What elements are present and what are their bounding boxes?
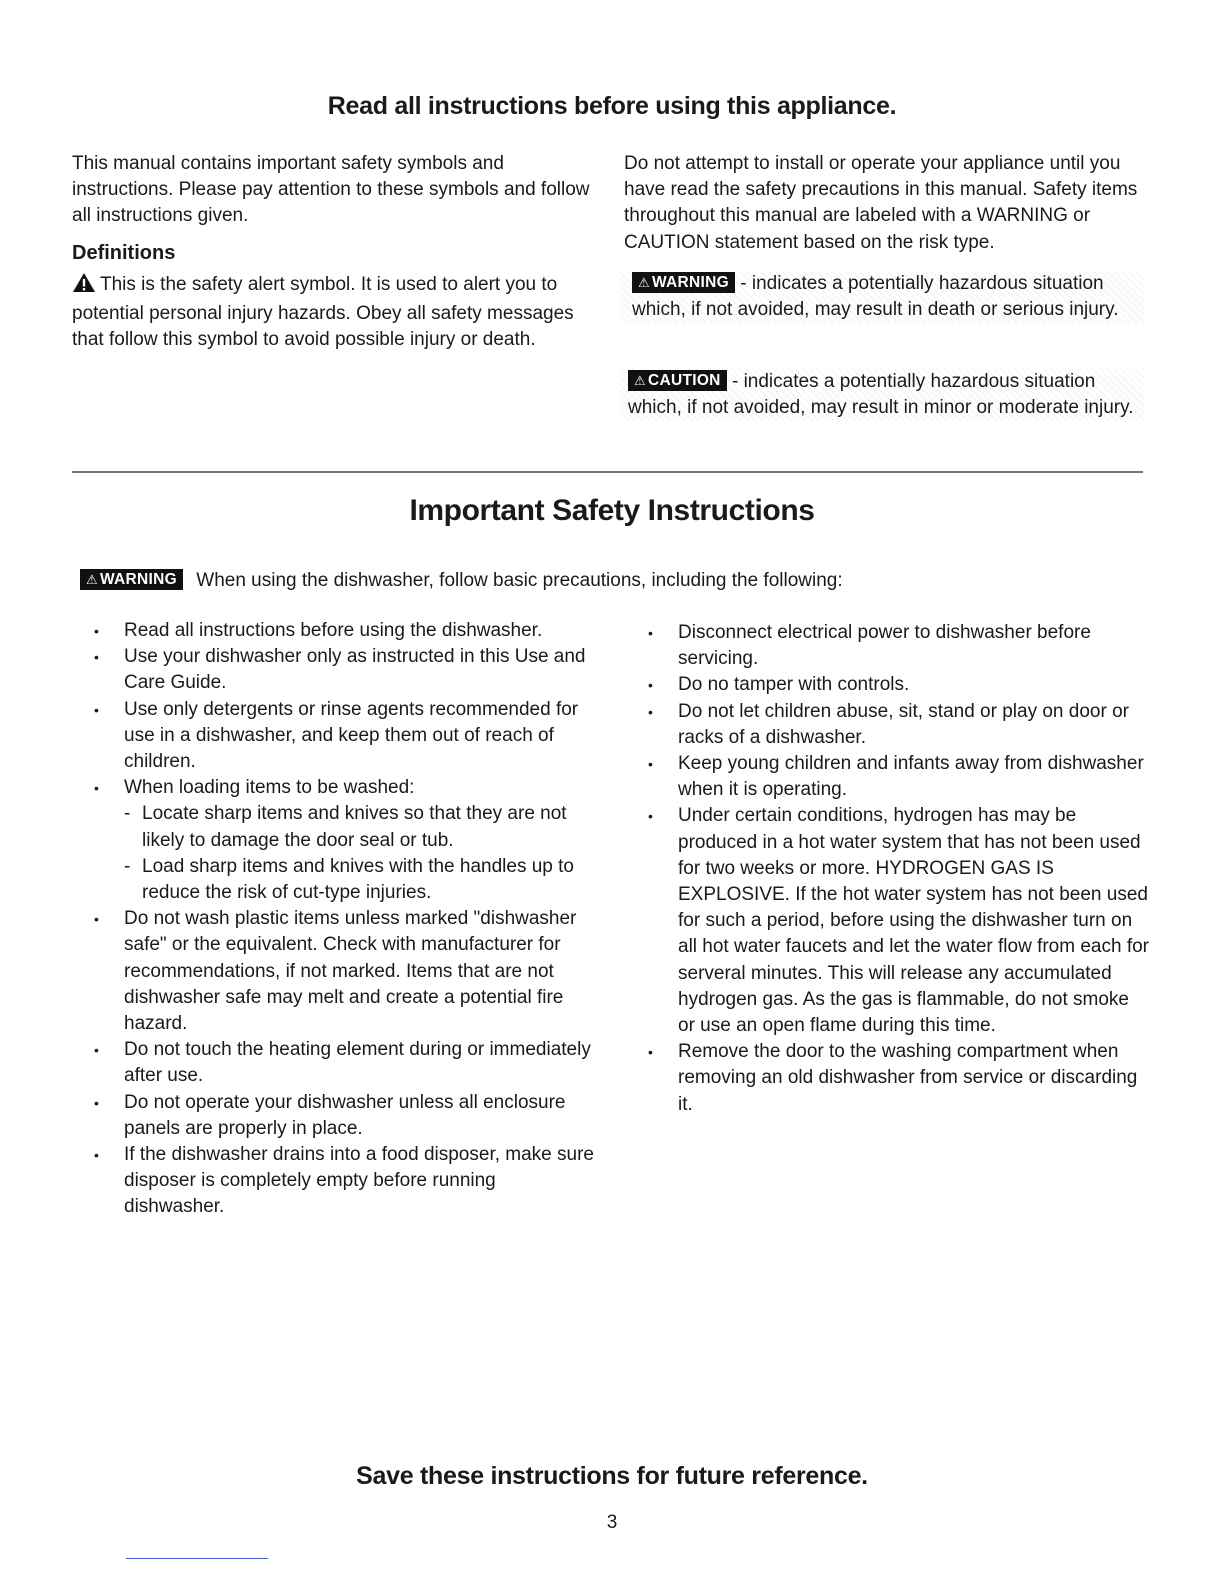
list-item: • Under certain conditions, hydrogen has may be produced in a hot water system that has not been used for two weeks or more. HYDROGEN GAS IS EXPLOSIVE. If the hot water system has not been used for such a period, before using the dishwasher turn on all hot water faucets and let the water flow from each for serveral minutes. This will release any accumulated hydrogen gas. As the gas is flammable, do not smoke or use an open flame during this time. <box>626 803 1151 1039</box>
warning-signal-word: ⚠ WARNING <box>80 569 183 590</box>
sub-list-item: - Load sharp items and knives with the handles up to reduce the risk of cut-type injuries. <box>124 854 597 906</box>
list-item: • Do no tamper with controls. <box>626 672 1151 698</box>
warning-definition <box>620 271 1145 323</box>
intro-left-column <box>72 151 600 353</box>
warning-definition-text: - indicates a potentially hazardous situation which, if not avoided, may result in death or serious injury. <box>632 273 1119 320</box>
safety-intro-text: When using the dishwasher, follow basic precautions, including the following: <box>196 570 843 591</box>
loading-sub-list <box>124 801 597 906</box>
list-item: • Read all instructions before using the dishwasher. <box>72 618 597 644</box>
list-item: • If the dishwasher drains into a food disposer, make sure disposer is completely empty before running dishwasher. <box>72 1142 597 1221</box>
alert-definition <box>72 272 600 354</box>
list-item: • Do not wash plastic items unless marked "dishwasher safe" or the equivalent. Check with manufacturer for recommendations, if not marked. Items that are not dishwasher safe may melt and create a potential fire hazard. <box>72 906 597 1037</box>
safety-intro <box>80 569 843 592</box>
caution-signal-word: ⚠ CAUTION <box>628 370 727 391</box>
list-item: • Do not let children abuse, sit, stand or play on door or racks of a dishwasher. <box>626 699 1151 751</box>
footer-line <box>126 1558 268 1559</box>
list-item: • Keep young children and infants away from dishwasher when it is operating. <box>626 751 1151 803</box>
definitions-heading: Definitions <box>72 241 176 264</box>
precaution-paragraph: Do not attempt to install or operate your appliance until you have read the safety precautions in this manual. Safety items throughout this manual are labeled with a WARNING or CAUTION statement based on the risk type. <box>624 153 1138 253</box>
page-number: 3 <box>606 1512 618 1533</box>
list-item: • Use only detergents or rinse agents recommended for use in a dishwasher, and keep them out of reach of children. <box>72 697 597 776</box>
caution-definition <box>620 369 1145 421</box>
caution-definition-text: - indicates a potentially hazardous situation which, if not avoided, may result in minor or moderate injury. <box>628 371 1134 418</box>
intro-paragraph: This manual contains important safety symbols and instructions. Please pay attention to these symbols and follow all instructions given. <box>72 153 590 227</box>
caution-triangle-icon: ⚠ <box>634 373 646 388</box>
warning-triangle-icon: ⚠ <box>86 572 98 587</box>
safety-title: Important Safety Instructions <box>409 494 815 527</box>
list-item: • Do not touch the heating element during or immediately after use. <box>72 1037 597 1089</box>
warning-signal-word: ⚠ WARNING <box>632 272 735 293</box>
safety-left-column <box>72 618 597 1221</box>
alert-definition-text: This is the safety alert symbol. It is used to alert you to potential personal injury hazards. Obey all safety messages that follow this symbol to avoid possible injury or death. <box>72 273 574 351</box>
section-divider <box>72 471 1143 473</box>
page-title: Read all instructions before using this appliance. <box>327 92 897 120</box>
warning-triangle-icon: ⚠ <box>638 275 650 290</box>
list-item: • Use your dishwasher only as instructed in this Use and Care Guide. <box>72 644 597 696</box>
save-instructions-note: Save these instructions for future reference. <box>356 1462 868 1490</box>
list-item: • Remove the door to the washing compartment when removing an old dishwasher from service or discarding it. <box>626 1039 1151 1118</box>
sub-list-item: - Locate sharp items and knives so that they are not likely to damage the door seal or tub. <box>124 801 597 853</box>
list-item: • Disconnect electrical power to dishwasher before servicing. <box>626 620 1151 672</box>
list-item <box>72 775 597 906</box>
list-item-text: When loading items to be washed: <box>124 777 415 799</box>
safety-right-column <box>626 620 1151 1118</box>
intro-right-column <box>624 151 1149 256</box>
list-item: • Do not operate your dishwasher unless all enclosure panels are properly in place. <box>72 1090 597 1142</box>
safety-alert-icon <box>72 272 96 301</box>
